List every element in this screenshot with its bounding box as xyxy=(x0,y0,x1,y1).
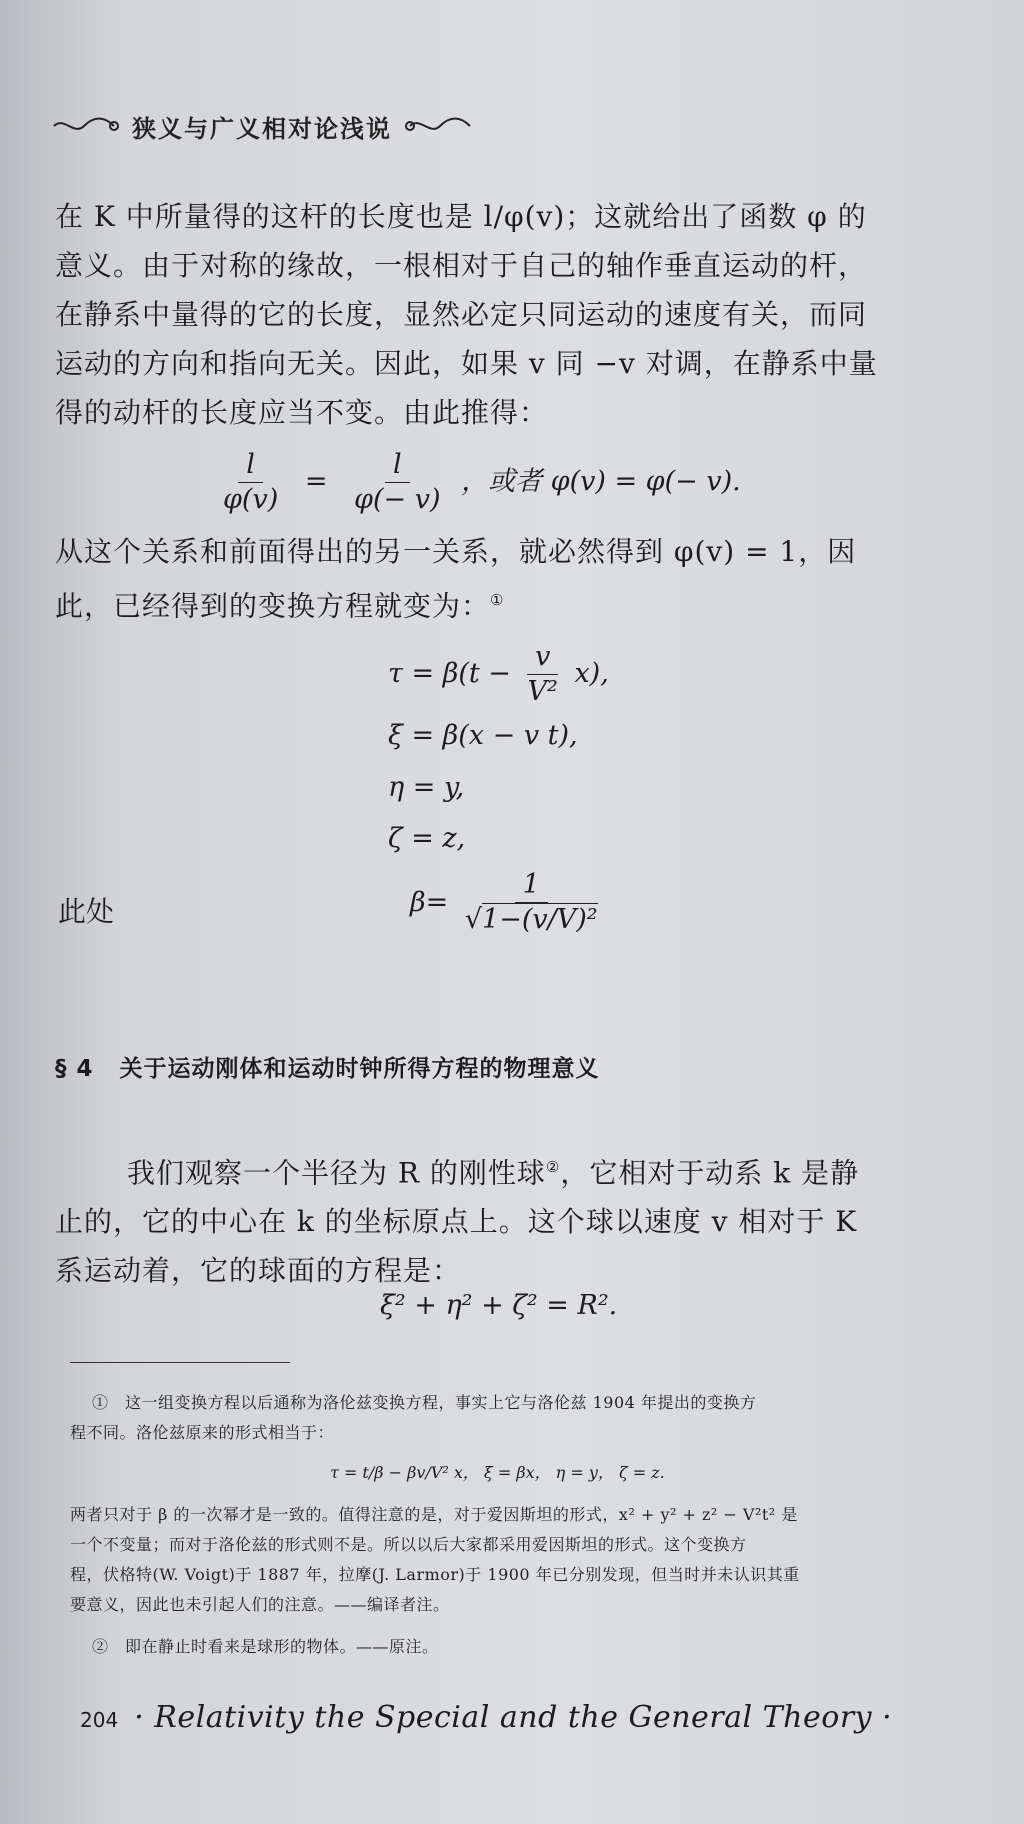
fraction-v-over-V2: $\frac{v}{\text{V²}}$ xyxy=(527,641,558,707)
text-line: 系运动着，它的球面的方程是： xyxy=(55,1254,462,1288)
footnote-1: ① 这一组变换方程以后通称为洛伦兹变换方程，事实上它与洛伦兹 1904 年提出的变换方 程不同。洛伦兹原来的形式相当于： xyxy=(70,1393,757,1442)
footnote-mark[interactable]: ① xyxy=(490,591,505,609)
text-line: 意义。由于对称的缘故，一根相对于自己的轴作垂直运动的杆， xyxy=(55,249,868,282)
text-line: 在静系中量得的它的长度，显然必定只同运动的速度有关，而同 xyxy=(55,298,868,331)
footnote-1-equation: τ = t/β − βv/V² x， ξ = βx， η = y， ζ = z. xyxy=(330,1463,665,1482)
text-line: 止的，它的中心在 k 的坐标原点上。这个球以速度 v 相对于 K xyxy=(55,1205,858,1239)
label-here: 此处 xyxy=(58,895,115,928)
page-number: 204 xyxy=(80,1708,119,1732)
fraction-left: $\frac{l}{\varphi(v)}$ xyxy=(223,449,279,515)
text-line: 我们观察一个半径为 R 的刚性球②，它相对于动系 k 是静 xyxy=(127,1156,860,1190)
text-line: 此，已经得到的变换方程就变为：① xyxy=(55,589,505,623)
footnote-rule xyxy=(70,1362,290,1363)
equation-xi: ξ = β(x − v t), xyxy=(388,720,578,751)
left-ornament-icon xyxy=(52,114,122,138)
fraction-beta: $\frac{1}{\text{√1−(v/V)²}}$ xyxy=(464,869,598,935)
text-line: 运动的方向和指向无关。因此，如果 v 同 −v 对调，在静系中量 xyxy=(55,347,878,380)
paragraph-1 xyxy=(55,192,965,437)
running-header xyxy=(52,106,472,146)
equation-phi-symmetry: $\frac{l}{\varphi(v)}$ = $\frac{l}{\varphi(- v)}$ ，或者 φ(v) = φ(− v). xyxy=(215,448,741,517)
text-line: 在 K 中所量得的这杆的长度也是 l/φ(v)；这就给出了函数 φ 的 xyxy=(55,200,867,233)
footer-book-title: · Relativity the Special and the General Theory · xyxy=(134,1700,893,1735)
right-ornament-icon xyxy=(402,114,472,138)
equation-sphere: ξ² + η² + ζ² = R². xyxy=(380,1290,618,1321)
footnote-1-continued: 两者只对于 β 的一次幂才是一致的。值得注意的是，对于爱因斯坦的形式，x² + y² + z² − V²t² 是 一个不变量；而对于洛伦兹的形式则不是。所以以后大家都采用爱因斯坦的形式。这个变换方 程，伏格特(W. Voigt)于 1887 年，拉摩(J. Larmor)于 1900 年已分别发现，但当时并未认识其重 要意义，因此也未引起人们的注意。——编译者注。 xyxy=(70,1505,800,1614)
page-footer xyxy=(80,1700,892,1735)
paragraph-3 xyxy=(55,1143,965,1295)
footnote-2: ② 即在静止时看来是球形的物体。——原注。 xyxy=(92,1637,439,1656)
header-title: 狭义与广义相对论浅说 xyxy=(132,114,392,143)
equation-zeta: ζ = z, xyxy=(388,823,466,854)
section-heading: § 4 关于运动刚体和运动时钟所得方程的物理意义 xyxy=(55,1056,600,1082)
text-line: 得的动杆的长度应当不变。由此推得： xyxy=(55,396,549,429)
fraction-right: $\frac{l}{\varphi(- v)}$ xyxy=(354,449,441,515)
equation-tau: τ = β(t − $\frac{v}{\text{V²}}$ x), xyxy=(388,641,609,707)
footnote-mark[interactable]: ② xyxy=(545,1158,561,1176)
paragraph-2 xyxy=(55,527,965,630)
equation-eta: η = y, xyxy=(388,772,465,803)
text-line: 从这个关系和前面得出的另一关系，就必然得到 φ(v) = 1，因 xyxy=(55,535,857,568)
equation-beta: β= $\frac{1}{\text{√1−(v/V)²}}$ xyxy=(410,868,606,937)
